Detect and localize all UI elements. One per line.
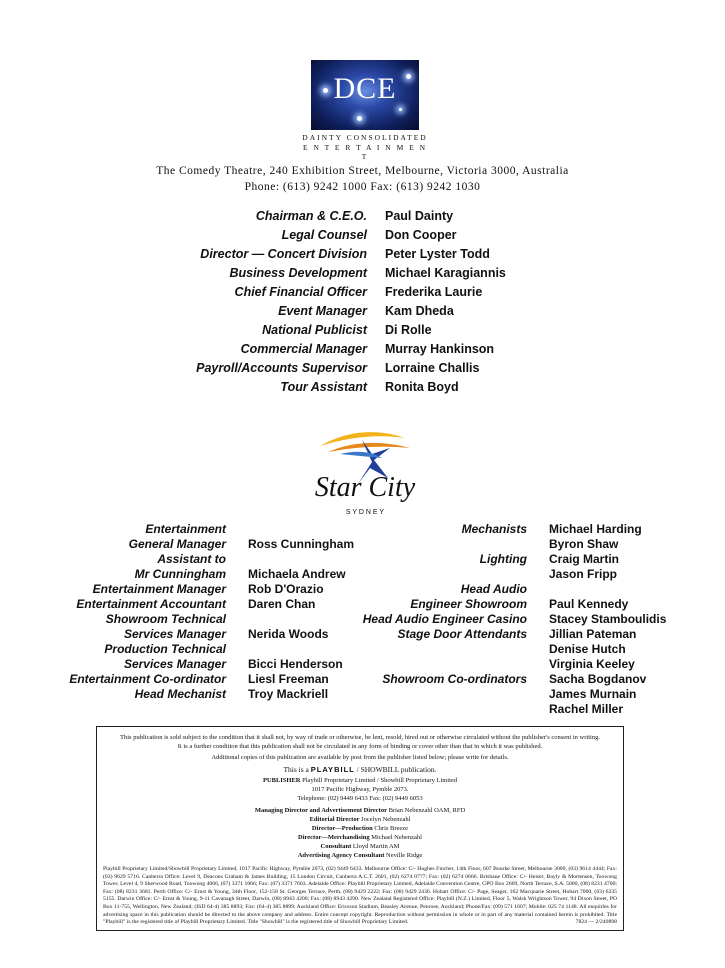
right-name: Rachel Miller — [549, 702, 624, 716]
staff-role: Legal Counsel — [281, 228, 367, 242]
advertising-line: Advertising Agency Consultant Neville Ridge — [297, 852, 423, 859]
showbill-text: / SHOWBILL publication. — [356, 765, 437, 774]
left-name — [248, 612, 354, 627]
left-name: Michaela Andrew — [248, 567, 346, 581]
right-name: Craig Martin — [549, 552, 620, 566]
right-roles — [363, 522, 527, 717]
right-name — [549, 582, 666, 597]
consultant-line: Consultant Lloyd Martin AM — [320, 843, 400, 850]
staff-name: Kam Dheda — [385, 304, 454, 318]
left-role: Entertainment Manager — [92, 582, 226, 596]
left-name: Rob D'Orazio — [248, 582, 324, 596]
staff-name: Ronita Boyd — [385, 380, 459, 394]
left-name: Nerida Woods — [248, 627, 329, 641]
staff-name: Michael Karagiannis — [385, 266, 506, 280]
staff-name: Murray Hankinson — [385, 342, 495, 356]
left-role: Production Technical — [104, 642, 226, 656]
right-name: Jillian Pateman — [549, 627, 637, 641]
right-role — [363, 687, 527, 702]
right-name: Virginia Keeley — [549, 657, 635, 671]
right-role: Engineer Showroom — [410, 597, 527, 611]
staff-role: Event Manager — [278, 304, 367, 318]
staff-role: National Publicist — [262, 323, 367, 337]
publisher-line: PUBLISHER Playbill Proprietary Limited / Showbill Proprietary Limited — [262, 777, 458, 784]
star-city-sub: S Y D N E Y — [345, 509, 385, 516]
left-role: Entertainment Co-ordinator — [69, 672, 226, 686]
left-role: Entertainment — [145, 522, 226, 536]
star-dot — [406, 74, 411, 79]
production-line: Director—Production Chris Breeze — [311, 825, 409, 832]
left-role: Services Manager — [123, 657, 226, 671]
left-role: General Manager — [128, 537, 226, 551]
star-dot — [399, 108, 402, 111]
right-name: Sacha Bogdanov — [549, 672, 647, 686]
right-role — [363, 657, 527, 672]
staff-name: Di Rolle — [385, 323, 432, 337]
left-name — [248, 522, 354, 537]
staff-role: Director — Concert Division — [200, 247, 367, 261]
dce-logo — [311, 60, 419, 130]
right-role: Lighting — [479, 552, 527, 566]
copies-note: Additional copies of this publication are available by post from the publisher listed below; please write for details. — [211, 754, 509, 761]
right-name: James Murnain — [549, 687, 637, 701]
editorial-line: Editorial Director Jocelyn Nebenzahl — [309, 816, 411, 823]
staff-role: Payroll/Accounts Supervisor — [196, 361, 367, 375]
right-role: Head Audio Engineer Casino — [362, 612, 527, 626]
staff-role: Commercial Manager — [240, 342, 367, 356]
right-role — [363, 702, 527, 717]
left-name: Troy Mackriell — [248, 687, 329, 701]
staff-name: Paul Dainty — [385, 209, 454, 223]
left-roles — [69, 522, 226, 702]
right-name: Michael Harding — [549, 522, 642, 536]
condition-2: It is a further condition that this publication shall not be circulated in any form of binding or cover other than that in which it was published. — [177, 743, 543, 750]
left-name — [248, 642, 354, 657]
left-role: Head Mechanist — [134, 687, 226, 701]
right-role — [363, 537, 527, 552]
right-name: Denise Hutch — [549, 642, 626, 656]
left-name — [248, 552, 354, 567]
star-city-logo — [310, 418, 420, 518]
left-role: Services Manager — [123, 627, 226, 641]
right-role: Mechanists — [461, 522, 527, 536]
right-role: Showroom Co-ordinators — [382, 672, 527, 686]
staff-role: Tour Assistant — [280, 380, 367, 394]
publisher-address: 1017 Pacific Highway, Pymble 2073. — [311, 786, 409, 793]
logo-line-2: E N T E R T A I N M E N T — [303, 143, 427, 161]
publisher-telephone: Telephone: (02) 9449 6433 Fax: (02) 9449 6053 — [297, 795, 423, 802]
right-name: Jason Fripp — [549, 567, 618, 581]
star-dot — [357, 116, 362, 121]
right-name: Stacey Stamboulidis — [549, 612, 667, 626]
md-line: Managing Director and Advertisement Director Brian Nebenzahl OAM, RFD — [254, 807, 466, 814]
staff-role: Chief Financial Officer — [234, 285, 367, 299]
this-is-a: This is a — [283, 765, 309, 774]
star-city-wordmark: Star City — [314, 472, 416, 503]
left-role: Showroom Technical — [105, 612, 226, 626]
right-names — [549, 522, 666, 717]
playbill-line — [97, 765, 623, 774]
left-name: Daren Chan — [248, 597, 316, 611]
fine-print: Playbill Proprietary Limited/Showbill Proprietary Limited, 1017 Pacific Highway, Pymble 2073, (02) 9449 6433. Melbourne Office: C/- Hughes Fincher, 14th Floor, 607 Bourke Street, Melbourne 3000, (03) 9614 4444; Fax: (03) 9629 5716. Canberra Office: Level 9, Deacons Graham & James Building, 15 London Circuit, Canberra A.C.T. 2601, (02) 6274 0777; Fax: (02) 6274 0666. Brisbane Office: C/- Heiser, Bayly & Mortensen, Toowong Tower, Level 4, 9 Sherwood Road, Toowong 4066, (07) 3371 1066; Fax: (07) 3371 7603. Adelaide Office: Playbill Proprietary Limited, Adelaide Convention Centre, GPO Box 2669, North Terrace, S.A. 5000, (08) 8231 4700; Fax: (08) 8231 3681. Perth Office: C/- Ernst & Young, 34th Floor, 152-158 St. Georges Terrace, Perth, (08) 9429 2222; Fax: (08) 9429 2436. Hobart Office: C/- Page, Seager, 162 Macquarie Street, Hobart 7000, (03) 6235 5155. Darwin Office: C/- Ernst & Young, 9-11 Cavanagh Street, Darwin, (08) 8943 4200; Fax: (08) 8943 4290. New Zealand Registered Office: Playbill (N.Z.) Limited, Floor 5, Walsh Wrightson Tower, 94 Dixon Street, PO Box 11-755, Wellington, New Zealand; (ISD 64-4) 385 8893; Fax: (64-4) 385 8899. Auckland Office: Ericsson Stadium, Beasley Avenue, Penrose, Auckland; Phone/Fax: (09) 571 1607; Mobile: 025 74 1148. All enquiries for advertising space in this publication should be directed to the above company and address. Entire concept copyright. Reproduction without permission in whole or in part of any material contained herein is prohibited. Title "Playbill" is the registered title of Playbill Proprietary Limited. Title "Showbill" is the registered title of Showbill Proprietary Limited. 7824 — 2/240898 — [103, 866, 617, 926]
right-role — [363, 642, 527, 657]
staff-role: Business Development — [229, 266, 367, 280]
staff-name: Frederika Laurie — [385, 285, 483, 299]
right-role — [363, 567, 527, 582]
star-dot — [323, 88, 328, 93]
left-role: Entertainment Accountant — [76, 597, 226, 611]
staff-role: Chairman & C.E.O. — [255, 209, 367, 223]
left-name: Bicci Henderson — [248, 657, 343, 671]
left-name: Liesl Freeman — [248, 672, 329, 686]
right-role: Head Audio — [460, 582, 527, 596]
left-names — [248, 522, 354, 702]
condition-1: This publication is sold subject to the condition that it shall not, by way of trade or otherwise, be lent, resold, hired out or otherwise circulated without the publisher's consent in writing. — [120, 734, 600, 741]
right-name: Paul Kennedy — [549, 597, 629, 611]
logo-line-1: DAINTY CONSOLIDATED — [302, 133, 428, 142]
staff-name: Lorraine Challis — [385, 361, 480, 375]
right-role: Stage Door Attendants — [397, 627, 527, 641]
right-name: Byron Shaw — [549, 537, 619, 551]
address: The Comedy Theatre, 240 Exhibition Street, Melbourne, Victoria 3000, Australia — [156, 165, 569, 177]
left-role: Assistant to — [157, 552, 226, 566]
left-name: Ross Cunningham — [248, 537, 355, 551]
left-role: Mr Cunningham — [134, 567, 226, 581]
staff-name: Don Cooper — [385, 228, 457, 242]
publisher-notice — [96, 726, 624, 931]
phone: Phone: (613) 9242 1000 Fax: (613) 9242 1030 — [244, 181, 481, 193]
playbill-wordmark: PLAYBILL — [310, 765, 355, 774]
merchandising-line: Director—Merchandising Michael Nebenzahl — [298, 834, 422, 841]
dce-logo-letters: DCE — [333, 72, 397, 105]
staff-name: Peter Lyster Todd — [385, 247, 490, 261]
print-code: 7824 — 2/240898 — [575, 919, 617, 926]
